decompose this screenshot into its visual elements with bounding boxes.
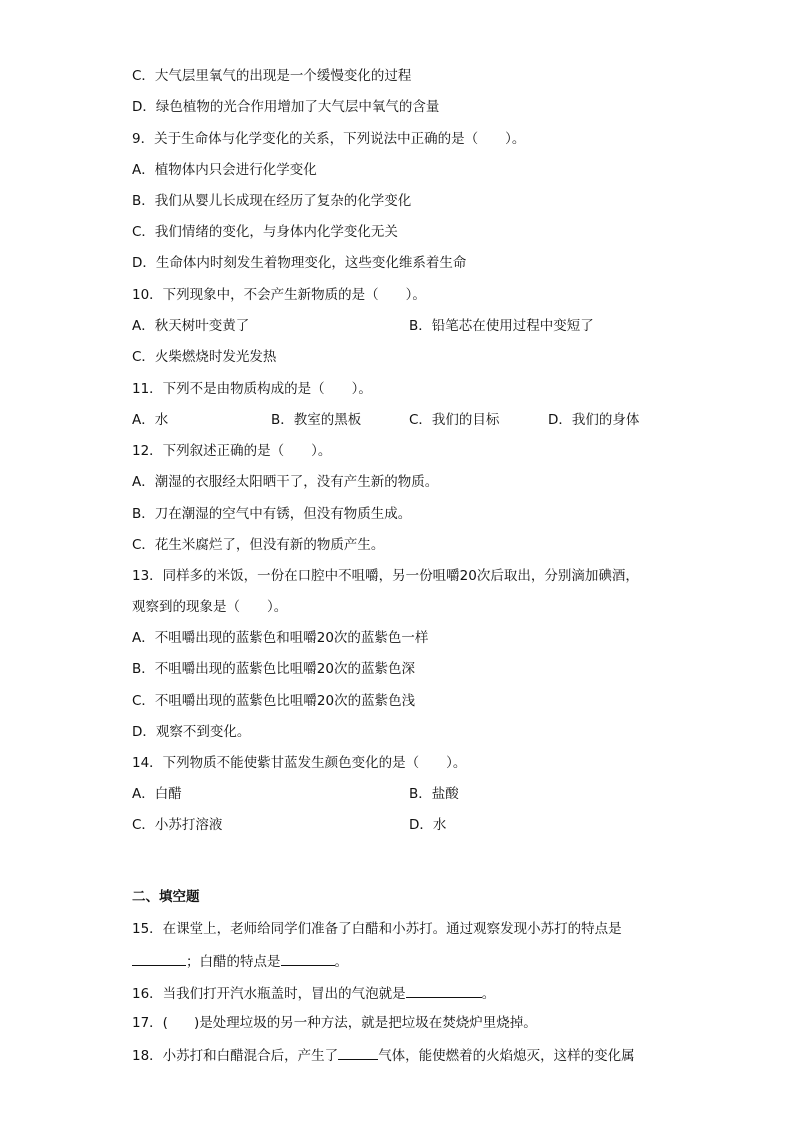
q15-text-mid: ；白醋的特点是 xyxy=(186,954,281,970)
q14-option-a: A．白醋 xyxy=(132,786,182,802)
q13-question: 13．同样多的米饭，一份在口腔中不咀嚼，另一份咀嚼20次后取出，分别滴加碘酒， xyxy=(132,568,639,584)
q13-question-cont: 观察到的现象是（ ）。 xyxy=(132,599,288,615)
q11-option-d: D．我们的身体 xyxy=(548,412,640,428)
q8-option-d: D．绿色植物的光合作用增加了大气层中氧气的含量 xyxy=(132,99,440,115)
q11-question: 11．下列不是由物质构成的是（ ）。 xyxy=(132,381,372,397)
q12-option-a: A．潮湿的衣服经太阳晒干了，没有产生新的物质。 xyxy=(132,474,439,490)
q13-option-d: D．观察不到变化。 xyxy=(132,724,251,740)
q12-option-c: C．花生米腐烂了，但没有新的物质产生。 xyxy=(132,537,385,553)
q14-option-d: D．水 xyxy=(409,817,447,833)
q12-question: 12．下列叙述正确的是（ ）。 xyxy=(132,443,332,459)
q16-text: 16．当我们打开汽水瓶盖时，冒出的气泡就是 xyxy=(132,986,406,1002)
q9-option-b: B．我们从婴儿长成现在经历了复杂的化学变化 xyxy=(132,193,412,209)
q11-option-a: A．水 xyxy=(132,412,169,428)
q10-option-c: C．火柴燃烧时发光发热 xyxy=(132,349,277,365)
q18-question xyxy=(132,1044,635,1064)
q13-option-c: C．不咀嚼出现的蓝紫色比咀嚼20次的蓝紫色浅 xyxy=(132,693,416,709)
q17-question xyxy=(132,1013,537,1033)
q13-option-a: A．不咀嚼出现的蓝紫色和咀嚼20次的蓝紫色一样 xyxy=(132,630,429,646)
q16-question xyxy=(132,982,495,1002)
q14-option-b: B．盐酸 xyxy=(409,786,459,802)
q13-option-b: B．不咀嚼出现的蓝紫色比咀嚼20次的蓝紫色深 xyxy=(132,661,415,677)
q12-option-b: B．刀在潮湿的空气中有锈，但没有物质生成。 xyxy=(132,506,412,522)
q10-question: 10．下列现象中，不会产生新物质的是（ ）。 xyxy=(132,287,426,303)
answer-blank[interactable] xyxy=(338,1044,378,1060)
q9-question: 9．关于生命体与化学变化的关系，下列说法中正确的是（ ）。 xyxy=(132,131,526,147)
q15-text-end: 。 xyxy=(334,954,348,970)
q17-text-post: )是处理垃圾的另一种方法，就是把垃圾在焚烧炉里烧掉。 xyxy=(193,1015,537,1031)
q17-text-pre: 17．( xyxy=(132,1015,168,1031)
q9-option-d: D．生命体内时刻发生着物理变化，这些变化维系着生命 xyxy=(132,255,467,271)
q8-option-c: C．大气层里氧气的出现是一个缓慢变化的过程 xyxy=(132,68,412,84)
q15-question-cont xyxy=(132,950,348,970)
answer-blank[interactable] xyxy=(406,982,482,998)
q10-option-b: B．铅笔芯在使用过程中变短了 xyxy=(409,318,594,334)
q9-option-a: A．植物体内只会进行化学变化 xyxy=(132,162,317,178)
q16-text-end: 。 xyxy=(481,986,496,1002)
q18-text-pre: 18．小苏打和白醋混合后，产生了 xyxy=(132,1048,339,1064)
q10-option-a: A．秋天树叶变黄了 xyxy=(132,318,250,334)
q14-question: 14．下列物质不能使紫甘蓝发生颜色变化的是（ ）。 xyxy=(132,755,467,771)
q14-option-c: C．小苏打溶液 xyxy=(132,817,223,833)
answer-blank[interactable] xyxy=(132,950,186,966)
q9-option-c: C．我们情绪的变化，与身体内化学变化无关 xyxy=(132,224,398,240)
q18-text-post: 气体，能使燃着的火焰熄灭，这样的变化属 xyxy=(378,1048,635,1064)
q15-question: 15．在课堂上，老师给同学们准备了白醋和小苏打。通过观察发现小苏打的特点是 xyxy=(132,921,622,937)
q11-option-c: C．我们的目标 xyxy=(409,412,500,428)
section-title-fill-in: 二、填空题 xyxy=(132,889,200,905)
answer-blank[interactable] xyxy=(281,950,335,966)
q11-option-b: B．教室的黑板 xyxy=(271,412,362,428)
